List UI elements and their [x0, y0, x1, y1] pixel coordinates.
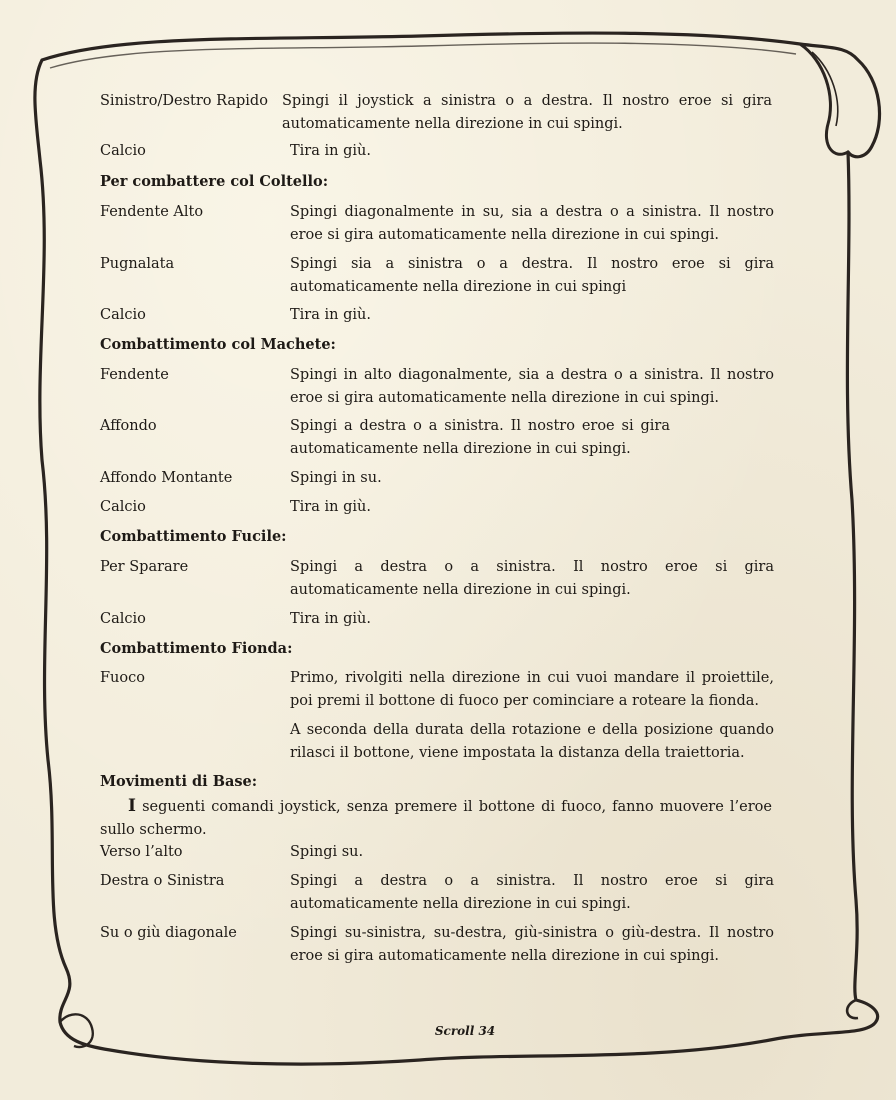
- entry-description: Tira in giù.: [290, 499, 371, 515]
- entry-description: Tira in giù.: [290, 611, 371, 627]
- entry-term: Su o giù diagonale: [100, 925, 237, 941]
- entry-term: Fendente: [100, 367, 169, 383]
- entry-term: Sinistro/Destro Rapido: [100, 93, 268, 109]
- page-footer: Scroll 34: [434, 1024, 496, 1038]
- entry-description: Tira in giù.: [290, 307, 371, 323]
- entry-term: Verso l’alto: [100, 844, 183, 860]
- entry-description: Spingi a destra o a sinistra. Il nostro eroe si gira automaticamente nella direzione in cui spingi.: [290, 418, 670, 457]
- entry-description: Tira in giù.: [290, 143, 371, 159]
- section-heading-fionda: Combattimento Fionda:: [100, 640, 293, 657]
- entry-description: Spingi diagonalmente in su, sia a destra o a sinistra. Il nostro eroe si gira automaticamente nella direzione in cui spingi.: [290, 204, 774, 243]
- entry-description: Spingi il joystick a sinistra o a destra. Il nostro eroe si gira automaticamente nella direzione in cui spingi.: [282, 93, 772, 132]
- entry-term: Fuoco: [100, 670, 145, 686]
- entry-term: Per Sparare: [100, 559, 189, 575]
- section-heading-coltello: Per combattere col Coltello:: [100, 173, 329, 190]
- entry-description: Spingi a destra o a sinistra. Il nostro eroe si gira automaticamente nella direzione in cui spingi.: [290, 559, 774, 598]
- intro-dropcap: I: [128, 796, 136, 816]
- entry-term: Calcio: [100, 307, 146, 323]
- intro-text: seguenti comandi joystick, senza premere il bottone di fuoco, fanno muovere l’eroe sullo schermo.: [100, 799, 772, 838]
- entry-term: Pugnalata: [100, 256, 175, 272]
- entry-description: Spingi sia a sinistra o a destra. Il nostro eroe si gira automaticamente nella direzione in cui spingi: [290, 256, 774, 295]
- entry-description: Spingi in alto diagonalmente, sia a destra o a sinistra. Il nostro eroe si gira automaticamente nella direzione in cui spingi.: [290, 367, 774, 406]
- entry-term: Calcio: [100, 143, 146, 159]
- entry-description-continued: A seconda della durata della rotazione e della posizione quando rilasci il bottone, viene impostata la distanza della traiettoria.: [290, 722, 774, 761]
- intro-paragraph: [100, 795, 772, 842]
- entry-term: Fendente Alto: [100, 204, 204, 220]
- entry-term: Affondo Montante: [100, 470, 233, 486]
- section-heading-fucile: Combattimento Fucile:: [100, 528, 287, 545]
- entry-term: Affondo: [100, 418, 157, 434]
- entry-description: Spingi su-sinistra, su-destra, giù-sinistra o giù-destra. Il nostro eroe si gira automaticamente nella direzione in cui spingi.: [290, 925, 774, 964]
- entry-term: Calcio: [100, 499, 146, 515]
- entry-description: Spingi su.: [290, 844, 364, 860]
- entry-description: Spingi a destra o a sinistra. Il nostro eroe si gira automaticamente nella direzione in cui spingi.: [290, 873, 774, 912]
- entry-term: Destra o Sinistra: [100, 873, 225, 889]
- entry-description: Spingi in su.: [290, 470, 382, 486]
- entry-description: Primo, rivolgiti nella direzione in cui vuoi mandare il proiettile, poi premi il bottone di fuoco per cominciare a roteare la fionda.: [290, 670, 774, 709]
- entry-term: Calcio: [100, 611, 146, 627]
- section-heading-movimenti: Movimenti di Base:: [100, 773, 258, 790]
- section-heading-machete: Combattimento col Machete:: [100, 336, 336, 353]
